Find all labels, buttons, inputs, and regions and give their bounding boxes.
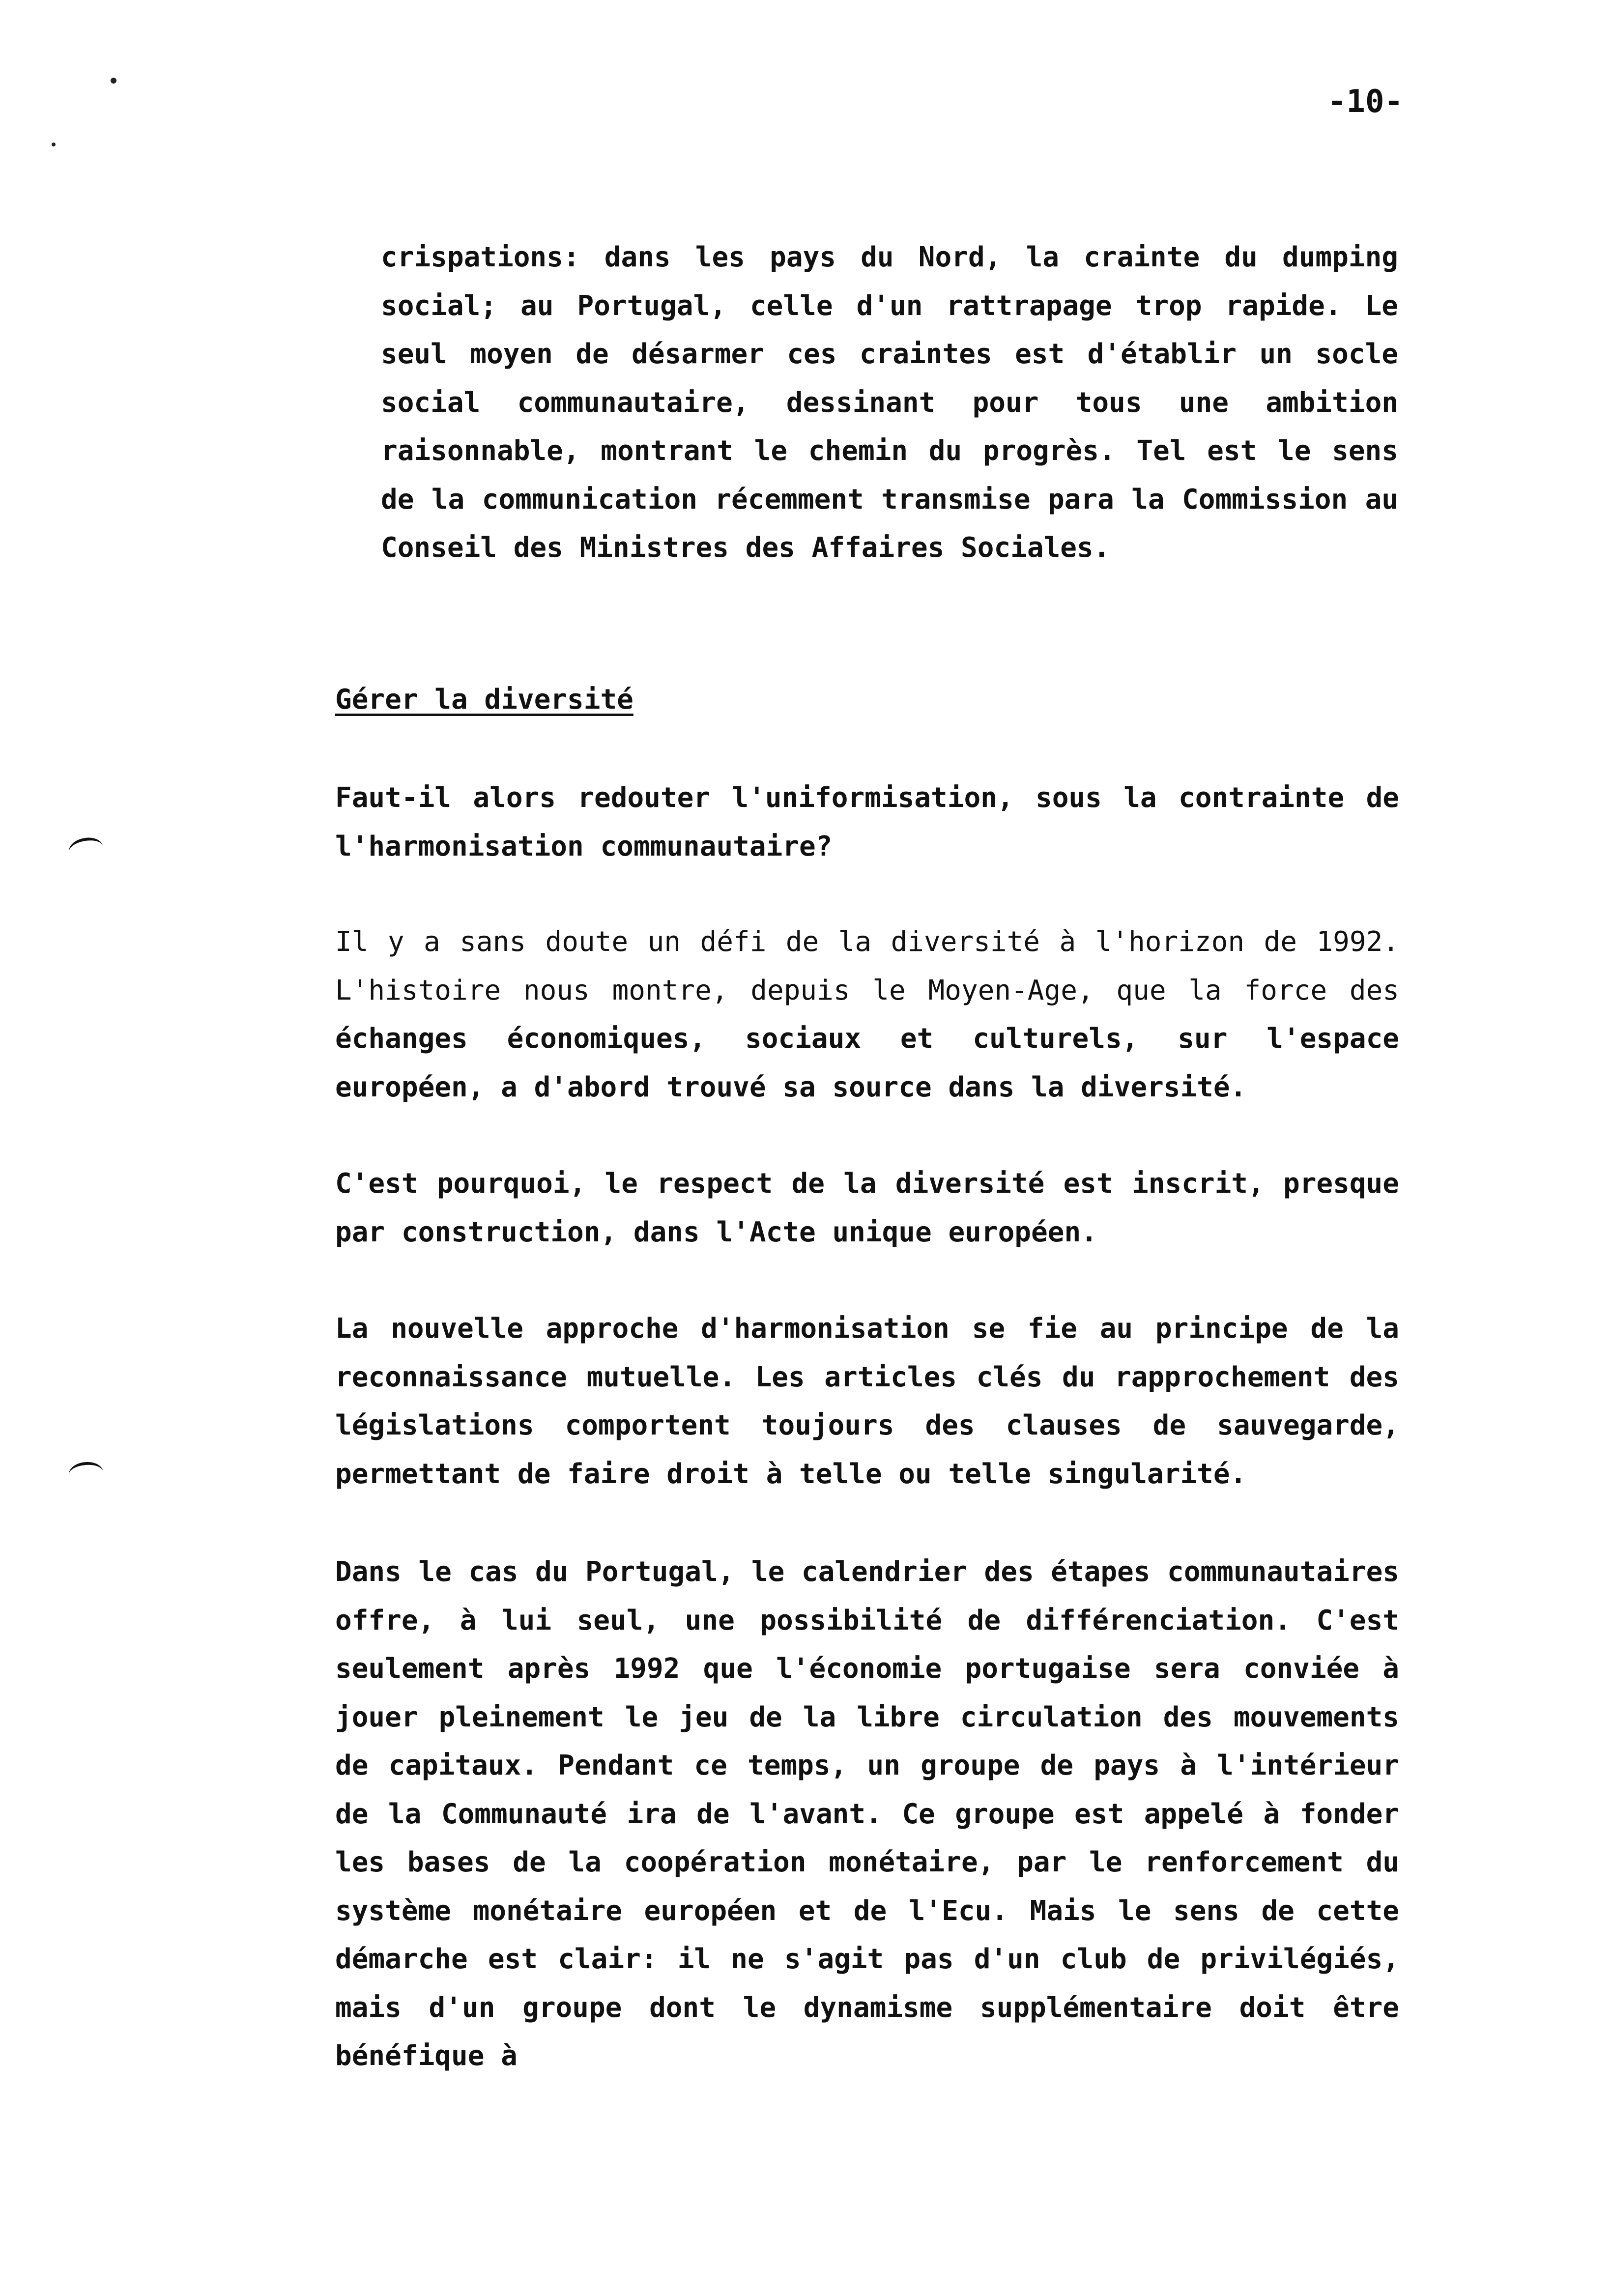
paragraph-portugal: Dans le cas du Portugal, le calendrier des étapes communautaires offre, à lui seul, une possibilité de différenciation. C'est seulement après 1992 que l'économie portugaise sera conviée à jouer pleinement le jeu de la libre circulation des mouvements de capitaux. Pendant ce temps, un groupe de pays à l'intérieur de la Communauté ira de l'avant. Ce groupe est appelé à fonder les bases de la coopération monétaire, par le renforcement du système monétaire européen et de l'Ecu. Mais le sens de cette démarche est clair: il ne s'agit pas d'un club de privilégiés, mais d'un groupe dont le dynamisme supplémentaire doit être bénéfique à (335, 1556, 1399, 2072)
section-heading: Gérer la diversité (335, 684, 633, 716)
paragraph-acte-unique: C'est pourquoi, le respect de la diversité est inscrit, presque par construction, dans l'Acte unique européen. (335, 1168, 1399, 1248)
margin-mark (68, 1461, 104, 1486)
scan-speck (111, 78, 116, 84)
paragraph-diversite (335, 918, 1399, 1112)
paragraph-diversite-part1: Il y a sans doute un défi de la diversité à l'horizon de 1992. L'histoire nous montre, depuis le Moyen-Age, que la force des (335, 926, 1399, 1006)
page-number: -10- (1327, 84, 1403, 120)
paragraph-harmonisation: La nouvelle approche d'harmonisation se fie au principe de la reconnaissance mutuelle. Les articles clés du rapprochement des législations comportent toujours des clauses de sauvegarde, permettant de faire droit à telle ou telle singularité. (335, 1313, 1399, 1490)
paragraph-diversite-part2: échanges économiques, sociaux et culturels, sur l'espace européen, a d'abord trouvé sa source dans la diversité. (335, 1023, 1399, 1103)
paragraph-crispations: crispations: dans les pays du Nord, la crainte du dumping social; au Portugal, celle d'un rattrapage trop rapide. Le seul moyen de désarmer ces craintes est d'établir un socle social communautaire, dessinant pour tous une ambition raisonnable, montrant le chemin du progrès. Tel est le sens de la communication récemment transmise para la Commission au Conseil des Ministres des Affaires Sociales. (381, 241, 1398, 564)
margin-mark (67, 835, 105, 863)
scan-speck (52, 143, 56, 146)
paragraph-uniformisation: Faut-il alors redouter l'uniformisation, sous la contrainte de l'harmonisation communautaire? (335, 782, 1399, 862)
